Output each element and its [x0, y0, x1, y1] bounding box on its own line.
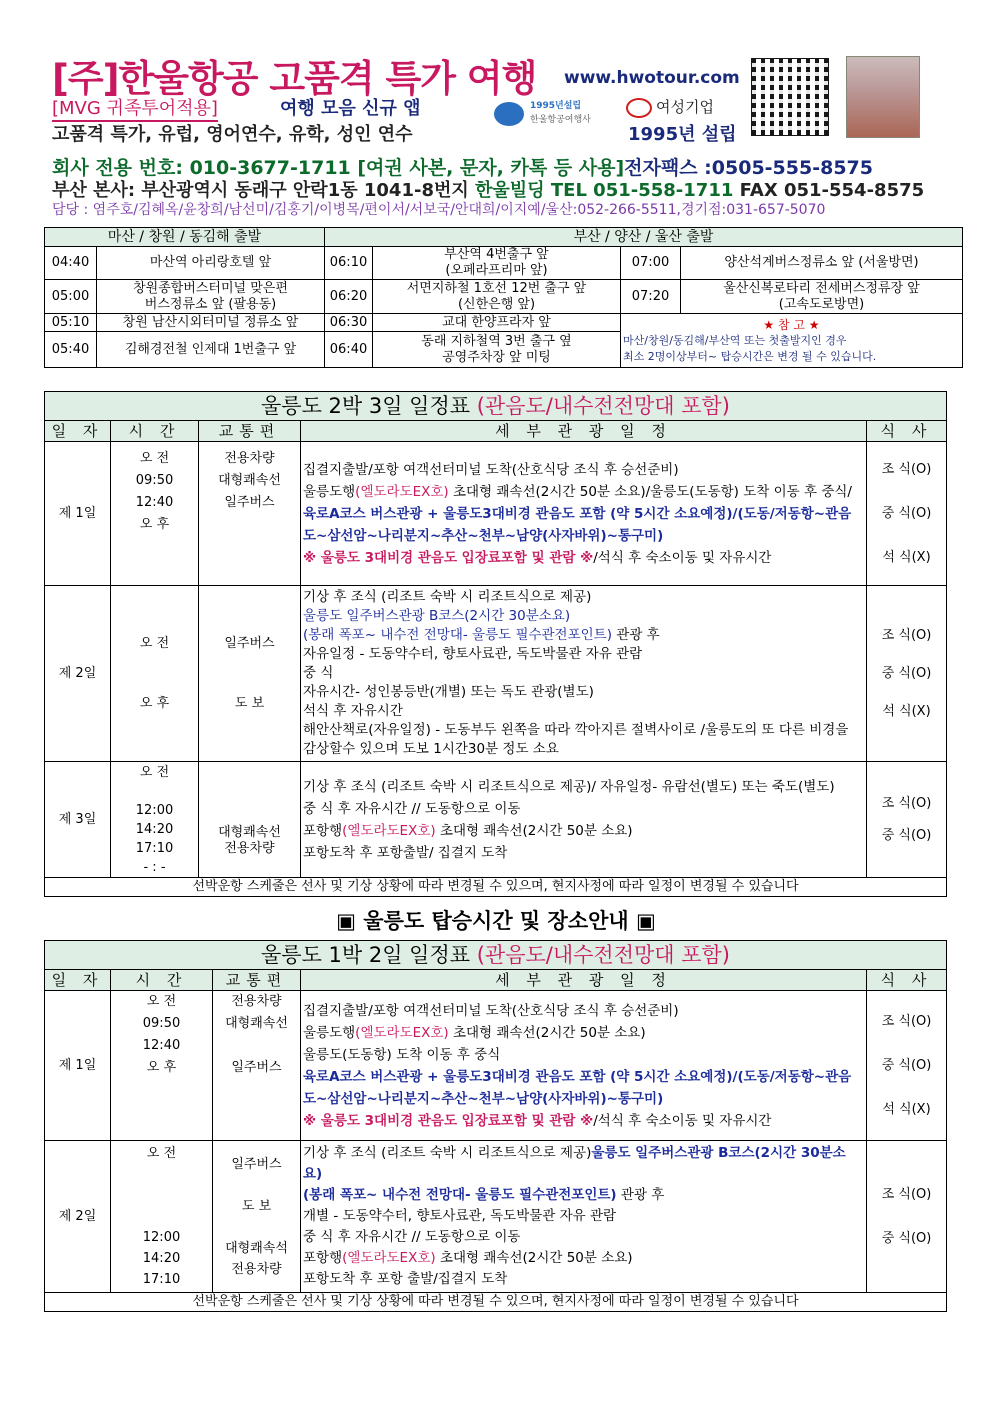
- address-line: 부산 본사: 부산광역시 동래구 안락1동 1041-8번지 한울빌딩 TEL 051-558-1711 FAX 051-554-8575: [52, 180, 925, 201]
- day-label: 제 2일: [45, 586, 111, 762]
- dep-time: 05:00: [45, 280, 97, 314]
- detail-cell: 집결지출발/포항 여객선터미널 도착(산호식당 조식 후 승선준비) 울릉도행(엘도라도EX호) 초대형 쾌속선(2시간 50분 소요)/울릉도(도동항) 도착 이동 후 중식/육로A코스 버스관광 + 울릉도3대비경 관음도 포함 (약 5시간 소요예정)/(도동/저동항~관음도~삼선암~나리분지~추산~천부~남양(사자바위)~통구미) ※ 울릉도 3대비경 관음도 입장료포함 및 관람 ※/석식 후 숙소이동 및 자유시간: [301, 442, 867, 586]
- schedule-footnote: 선박운항 스케줄은 선사 및 기상 상황에 따라 변경될 수 있으며, 현지사정에 따라 일정이 변경될 수 있습니다: [45, 1293, 947, 1312]
- dep-place: 김해경전철 인제대 1번출구 앞: [97, 332, 325, 368]
- dep-time: 06:40: [325, 332, 373, 368]
- meal-cell: 조 식(O) 중 식(O) 석 식(X): [867, 991, 947, 1141]
- meal-cell: 조 식(O) 중 식(O): [867, 762, 947, 878]
- time-cell: 오 전 09:50 12:40 오 후: [111, 991, 213, 1141]
- established-label: 1995년 설립: [628, 124, 737, 145]
- meal-cell: 조 식(O) 중 식(O) 석 식(X): [867, 586, 947, 762]
- day-label: 제 2일: [45, 1141, 111, 1293]
- app-label: 여행 모음 신규 앱: [280, 98, 421, 119]
- schedule-3day-table: 울릉도 2박 3일 일정표 (관음도/내수전전망대 포함) 일 자 시 간 교통편 세 부 관 광 일 정 식 사 제 1일 오 전 09:50 12:40 오 후 전용차량 대형쾌속선 일주버스 집결지출발/포항 여객선터미널 도착(산호식당 조식 후 승선준비) 울릉도행(엘도라도EX호) 초대형 쾌속선(2시간 50분 소요)/울릉도(도동항) 도착 이동 후 중식/육로A코스 버스관광 + 울릉도3대비경 관음도 포함 (약 5시간 소요예정)/(도동/저동항~관음도~삼선암~나리분지~추산~천부~남양(사자바위)~통구미) ※ 울릉도 3대비경 관음도 입장료포함 및 관람 ※/석식 후 숙소이동 및 자유시간 조 식(O) 중 식(O) 석 식(X) 제 2일 오 전 오 후 일주버스 도 보 기상 후 조식 (리조트 숙박 시 리조트식으로 제공) 울릉도 일주버스관광 B코스(2시간 30분소요) (봉래 폭포~ 내수전 전망대- 울릉도 필수관전포인트) 관광 후 자유일정 - 도동약수터, 향토사료관, 독도박물관 자유 관람 중 식 자유시간- 성인봉등반(개별) 또는 독도 관광(별도) 석식 후 자유시간 해안산책로(자유일정) - 도동부두 왼쪽을 따라 깍아지른 절벽사이로 /울릉도의 또 다른 비경을 감상할수 있으며 도보 1시간30분 정도 소요 조 식(O) 중 식(O) 석 식(X) 제 3일 오 전 12:00 14:20 17:10 - : - 대형쾌속선 전용차량 기상 후 조식 (리조트 숙박 시 리조트식으로 제공)/ 자유일정- 유람선(별도) 또는 죽도(별도) 중 식 후 자유시간 // 도동항으로 이동 포항행(엘도라도EX호) 초대형 쾌속선(2시간 50분 소요) 포항도착 후 포항출발/ 집결지 도착 조 식(O) 중 식(O) 선박운항 스케줄은 선사 및 기상 상황에 따라 변경될 수 있으며, 현지사정에 따라 일정이 변경될 수 있습니다: [44, 391, 947, 897]
- dep-place: 부산역 4번출구 앞 (오페라프리마 앞): [373, 247, 621, 280]
- building-photo: [846, 56, 920, 138]
- dep-place: 교대 한양프라자 앞: [373, 314, 621, 332]
- departure-head-right: 부산 / 양산 / 울산 출발: [325, 228, 963, 247]
- dep-time: 05:10: [45, 314, 97, 332]
- schedule-footnote: 선박운항 스케줄은 선사 및 기상 상황에 따라 변경될 수 있으며, 현지사정에 따라 일정이 변경될 수 있습니다: [45, 878, 947, 897]
- schedule-title: 울릉도 2박 3일 일정표 (관음도/내수전전망대 포함): [45, 392, 947, 421]
- dep-time: 06:10: [325, 247, 373, 280]
- dep-place: 울산신복로타리 전세버스정류장 앞 (고속도로방면): [681, 280, 963, 314]
- dep-place: 창원종합버스터미널 맞은편 버스정류소 앞 (팔용동): [97, 280, 325, 314]
- detail-cell: 집결지출발/포항 여객선터미널 도착(산호식당 조식 후 승선준비) 울릉도행(엘도라도EX호) 초대형 쾌속선(2시간 50분 소요) 울릉도(도동항) 도착 이동 후 중식 육로A코스 버스관광 + 울릉도3대비경 관음도 포함 (약 5시간 소요예정)/(도동/저동항~관음도~삼선암~나리분지~추산~천부~남양(사자바위)~통구미) ※ 울릉도 3대비경 관음도 입장료포함 및 관람 ※/석식 후 숙소이동 및 자유시간: [301, 991, 867, 1141]
- company-logo: [494, 98, 612, 130]
- dep-time: 05:40: [45, 332, 97, 368]
- boarding-guide-heading: ▣ 울릉도 탑승시간 및 장소안내 ▣: [336, 909, 656, 933]
- detail-cell: 기상 후 조식 (리조트 숙박 시 리조트식으로 제공) 울릉도 일주버스관광 B코스(2시간 30분소요) (봉래 폭포~ 내수전 전망대- 울릉도 필수관전포인트) 관광 후 자유일정 - 도동약수터, 향토사료관, 독도박물관 자유 관람 중 식 자유시간- 성인봉등반(개별) 또는 독도 관광(별도) 석식 후 자유시간 해안산책로(자유일정) - 도동부두 왼쪽을 따라 깍아지른 절벽사이로 /울릉도의 또 다른 비경을 감상할수 있으며 도보 1시간30분 정도 소요: [301, 586, 867, 762]
- dep-place: 양산석계버스정류소 앞 (서울방면): [681, 247, 963, 280]
- website-link[interactable]: www.hwotour.com: [564, 68, 740, 88]
- dep-time: 07:20: [621, 280, 681, 314]
- transport-cell: 일주버스 도 보 대형쾌속석 전용차량: [213, 1141, 301, 1293]
- dep-time: 06:20: [325, 280, 373, 314]
- dep-place: 서면지하철 1호선 12번 출구 앞 (신한은행 앞): [373, 280, 621, 314]
- dep-time: 06:30: [325, 314, 373, 332]
- staff-line: 담당 : 염주호/김혜옥/윤창희/남선미/김홍기/이병목/편이서/서보국/안대희/이지예/울산:052-266-5511,경기점:031-657-5070: [52, 202, 826, 218]
- qr-code-icon[interactable]: [751, 58, 829, 136]
- day-label: 제 1일: [45, 442, 111, 586]
- time-cell: 오 전 12:00 14:20 17:10 - : -: [111, 762, 199, 878]
- departure-note: ★ 참 고 ★ 마산/창원/동김해/부산역 또는 첫출발지인 경우 최소 2명이상부터~ 탑승시간은 변경 될 수 있습니다.: [621, 314, 963, 368]
- logo-name: 한울항공여행사: [530, 115, 591, 125]
- departure-table: [44, 227, 963, 368]
- dep-place: 창원 남산시외터미널 정류소 앞: [97, 314, 325, 332]
- meal-cell: 조 식(O) 중 식(O) 석 식(X): [867, 442, 947, 586]
- transport-cell: 전용차량 대형쾌속선 일주버스: [213, 991, 301, 1141]
- logo-since: 1995년설립: [530, 101, 582, 111]
- day-label: 제 1일: [45, 991, 111, 1141]
- time-cell: 오 전 12:00 14:20 17:10: [111, 1141, 213, 1293]
- day-label: 제 3일: [45, 762, 111, 878]
- company-title: [주]한울항공 고품격 특가 여행: [52, 57, 537, 100]
- dep-place: 마산역 아리랑호텔 앞: [97, 247, 325, 280]
- schedule-2day-table: 울릉도 1박 2일 일정표 (관음도/내수전전망대 포함) 일 자 시 간 교통편 세 부 관 광 일 정 식 사 제 1일 오 전 09:50 12:40 오 후 전용차량 대형쾌속선 일주버스 집결지출발/포항 여객선터미널 도착(산호식당 조식 후 승선준비) 울릉도행(엘도라도EX호) 초대형 쾌속선(2시간 50분 소요) 울릉도(도동항) 도착 이동 후 중식 육로A코스 버스관광 + 울릉도3대비경 관음도 포함 (약 5시간 소요예정)/(도동/저동항~관음도~삼선암~나리분지~추산~천부~남양(사자바위)~통구미) ※ 울릉도 3대비경 관음도 입장료포함 및 관람 ※/석식 후 숙소이동 및 자유시간 조 식(O) 중 식(O) 석 식(X) 제 2일 오 전 12:00 14:20 17:10 일주버스 도 보 대형쾌속석 전용차량 기상 후 조식 (리조트 숙박 시 리조트식으로 제공)울릉도 일주버스관광 B코스(2시간 30분소요) (봉래 폭포~ 내수전 전망대- 울릉도 필수관전포인트) 관광 후 개별 - 도동약수터, 향토사료관, 독도박물관 자유 관람 중 식 후 자유시간 // 도동항으로 이동 포항행(엘도라도EX호) 초대형 쾌속선(2시간 50분 소요) 포항도착 후 포항 출발/집결지 도착 조 식(O) 중 식(O) 선박운항 스케줄은 선사 및 기상 상황에 따라 변경될 수 있으며, 현지사정에 따라 일정이 변경될 수 있습니다: [44, 940, 947, 1312]
- detail-cell: 기상 후 조식 (리조트 숙박 시 리조트식으로 제공)울릉도 일주버스관광 B코스(2시간 30분소요) (봉래 폭포~ 내수전 전망대- 울릉도 필수관전포인트) 관광 후 개별 - 도동약수터, 향토사료관, 독도박물관 자유 관람 중 식 후 자유시간 // 도동항으로 이동 포항행(엘도라도EX호) 초대형 쾌속선(2시간 50분 소요) 포항도착 후 포항 출발/집결지 도착: [301, 1141, 867, 1293]
- globe-icon: [494, 102, 524, 126]
- phone-line: 회사 전용 번호: 010-3677-1711 [여권 사본, 문자, 카톡 등 사용]전자팩스 :0505-555-8575: [52, 157, 873, 179]
- departure-head-left: 마산 / 창원 / 동김해 출발: [45, 228, 325, 247]
- schedule-title: 울릉도 1박 2일 일정표 (관음도/내수전전망대 포함): [45, 941, 947, 970]
- dep-time: 07:00: [621, 247, 681, 280]
- detail-cell: 기상 후 조식 (리조트 숙박 시 리조트식으로 제공)/ 자유일정- 유람선(별도) 또는 죽도(별도) 중 식 후 자유시간 // 도동항으로 이동 포항행(엘도라도EX호) 초대형 쾌속선(2시간 50분 소요) 포항도착 후 포항출발/ 집결지 도착: [301, 762, 867, 878]
- mvg-label: [MVG 귀족투어적용]: [52, 94, 218, 122]
- subtitle: 고품격 특가, 유럽, 영어연수, 유학, 성인 연수: [52, 124, 413, 145]
- transport-cell: 대형쾌속선 전용차량: [199, 762, 301, 878]
- transport-cell: 전용차량 대형쾌속선 일주버스: [199, 442, 301, 586]
- dep-time: 04:40: [45, 247, 97, 280]
- dep-place: 동래 지하철역 3번 출구 옆 공영주차장 앞 미팅: [373, 332, 621, 368]
- meal-cell: 조 식(O) 중 식(O): [867, 1141, 947, 1293]
- female-enterprise-badge: 여성기업: [626, 96, 714, 118]
- time-cell: 오 전 09:50 12:40 오 후: [111, 442, 199, 586]
- time-cell: 오 전 오 후: [111, 586, 199, 762]
- female-enterprise-icon: [626, 98, 652, 118]
- transport-cell: 일주버스 도 보: [199, 586, 301, 762]
